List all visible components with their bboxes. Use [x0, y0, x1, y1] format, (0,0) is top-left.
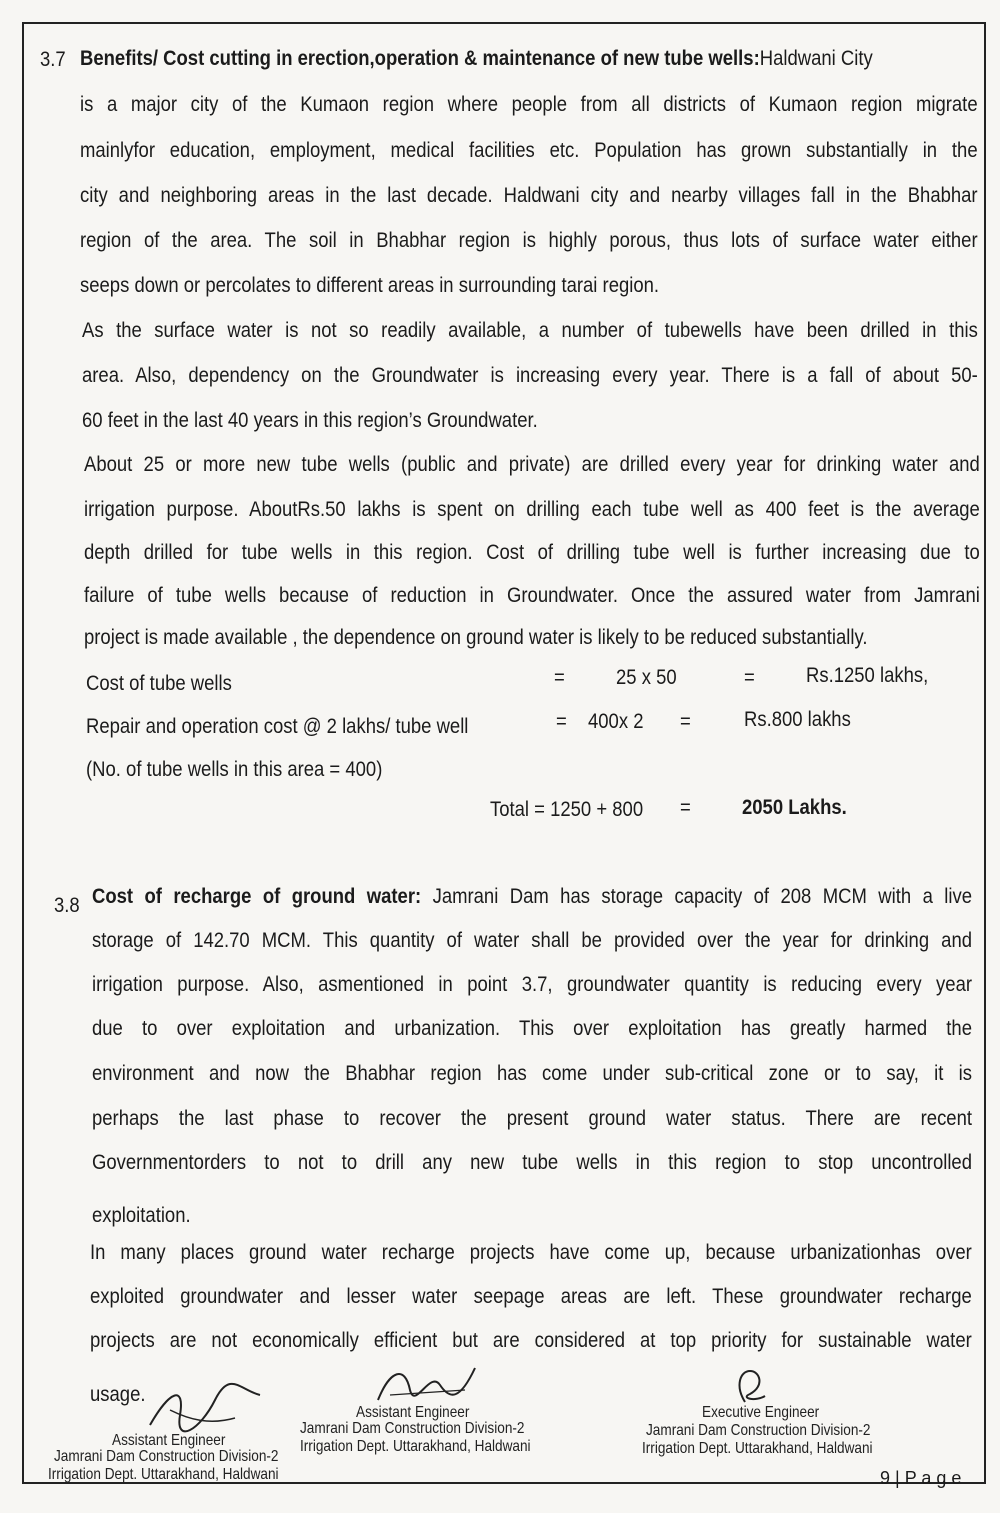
calc-equals: =	[680, 710, 691, 733]
calc-result: Rs.1250 lakhs,	[806, 664, 929, 687]
paragraph-line: 60 feet in the last 40 years in this region’s Groundwater.	[82, 409, 538, 432]
calc-result: Rs.800 lakhs	[744, 708, 851, 731]
paragraph-line: perhaps the last phase to recover the present ground water status. There are recent	[92, 1107, 972, 1130]
paragraph-line: As the surface water is not so readily available, a number of tubewells have been drilled in this	[82, 319, 978, 342]
signatory-title: Executive Engineer	[702, 1404, 820, 1421]
calc-expression: 25 x 50	[616, 666, 677, 689]
calc-equals: =	[680, 796, 691, 819]
paragraph-line: usage.	[90, 1383, 146, 1406]
calc-note: (No. of tube wells in this area = 400)	[86, 758, 383, 781]
calc-expression: 400x 2	[588, 710, 644, 733]
signatory-office: Jamrani Dam Construction Division-2	[54, 1448, 279, 1465]
section-heading: Benefits/ Cost cutting in erection,operation & maintenance of new tube wells:	[80, 47, 760, 70]
paragraph-line: projects are not economically efficient but are considered at top priority for sustainable water	[90, 1329, 972, 1352]
signatory-title: Assistant Engineer	[356, 1404, 470, 1421]
paragraph-line: irrigation purpose. Also, asmentioned in point 3.7, groundwater quantity is reducing every year	[92, 973, 972, 996]
paragraph-line: About 25 or more new tube wells (public and private) are drilled every year for drinking water and	[84, 453, 980, 476]
signatory-department: Irrigation Dept. Uttarakhand, Haldwani	[642, 1440, 873, 1457]
paragraph-line: city and neighboring areas in the last decade. Haldwani city and nearby villages fall in the Bhabhar	[80, 184, 978, 207]
paragraph-line: storage of 142.70 MCM. This quantity of water shall be provided over the year for drinking and	[92, 929, 972, 952]
calc-total-expression: Total = 1250 + 800	[490, 798, 644, 821]
paragraph-line: mainlyfor education, employment, medical facilities etc. Population has grown substantially in the	[80, 139, 978, 162]
section-number: 3.7	[40, 48, 66, 71]
calc-label: Repair and operation cost @ 2 lakhs/ tube well	[86, 715, 469, 738]
calc-equals: =	[744, 666, 755, 689]
paragraph-line: exploited groundwater and lesser water seepage areas are left. These groundwater recharge	[90, 1285, 972, 1308]
paragraph-line: seeps down or percolates to different areas in surrounding tarai region.	[80, 274, 660, 297]
paragraph-line: region of the area. The soil in Bhabhar region is highly porous, thus lots of surface water either	[80, 229, 978, 252]
paragraph-line: irrigation purpose. AboutRs.50 lakhs is spent on drilling each tube well as 400 feet is the average	[84, 498, 980, 521]
calc-equals: =	[556, 710, 567, 733]
paragraph-line: due to over exploitation and urbanization. This over exploitation has greatly harmed the	[92, 1017, 972, 1040]
signatory-department: Irrigation Dept. Uttarakhand, Haldwani	[300, 1438, 531, 1455]
signatory-department: Irrigation Dept. Uttarakhand, Haldwani	[48, 1466, 279, 1483]
paragraph-line: Jamrani Dam has storage capacity of 208 MCM with a live	[421, 885, 972, 908]
signatory-office: Jamrani Dam Construction Division-2	[300, 1420, 525, 1437]
signatory-title: Assistant Engineer	[112, 1432, 226, 1449]
paragraph-line: failure of tube wells because of reduction in Groundwater. Once the assured water from Jamrani	[84, 584, 980, 607]
paragraph-line: area. Also, dependency on the Groundwater is increasing every year. There is a fall of about 50-	[82, 364, 978, 387]
section-number: 3.8	[54, 894, 80, 917]
signatory-office: Jamrani Dam Construction Division-2	[646, 1422, 871, 1439]
paragraph-line: project is made available , the dependence on ground water is likely to be reduced substantially.	[84, 626, 868, 649]
calc-label: Cost of tube wells	[86, 672, 232, 695]
paragraph-line: Haldwani City	[759, 47, 873, 70]
section-first-line	[92, 884, 972, 910]
paragraph-line: is a major city of the Kumaon region where people from all districts of Kumaon region migrate	[80, 93, 978, 116]
paragraph-line: environment and now the Bhabhar region has come under sub-critical zone or to say, it is	[92, 1062, 972, 1085]
paragraph-line: In many places ground water recharge projects have come up, because urbanizationhas over	[90, 1241, 972, 1264]
page-number: 9 | P a g e	[880, 1468, 962, 1488]
handwritten-signature	[140, 1380, 270, 1440]
calc-equals: =	[554, 666, 565, 689]
paragraph-line: depth drilled for tube wells in this region. Cost of drilling tube well is further increasing due to	[84, 541, 980, 564]
calc-total-value: 2050 Lakhs.	[742, 796, 847, 819]
paragraph-line: Governmentorders to not to drill any new tube wells in this region to stop uncontrolled	[92, 1151, 972, 1174]
handwritten-signature	[725, 1366, 775, 1406]
section-heading: Cost of recharge of ground water:	[92, 885, 422, 908]
section-first-line	[80, 46, 873, 72]
paragraph-line: exploitation.	[92, 1204, 191, 1227]
